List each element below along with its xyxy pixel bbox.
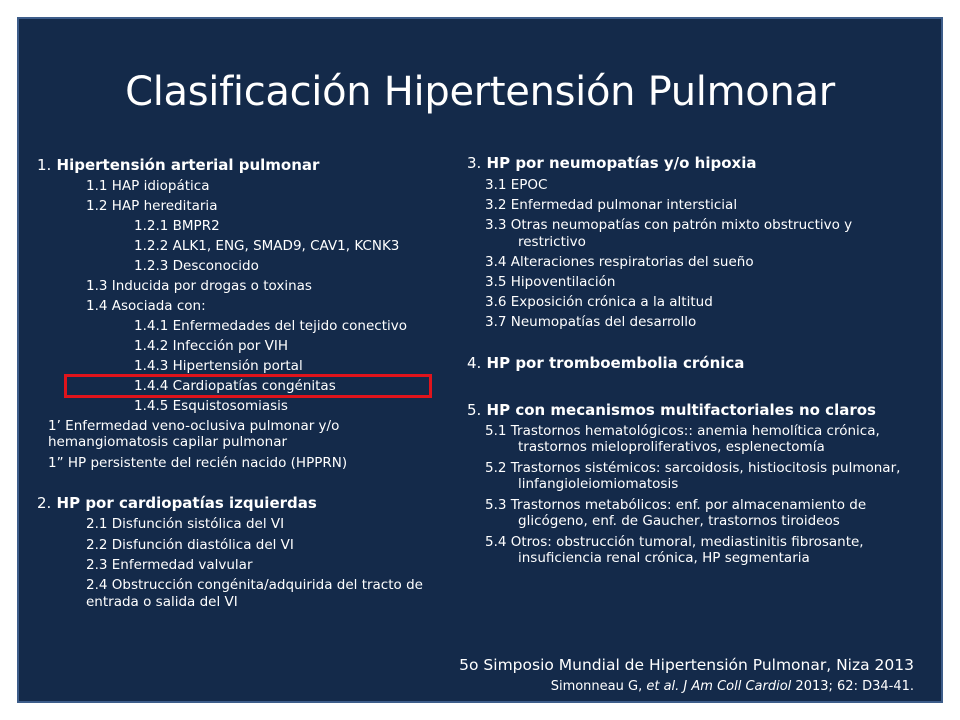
list-item: 1.3 Inducida por drogas o toxinas [86,278,312,294]
list-item: 1.4 Asociada con: [86,298,206,314]
group-3-heading [467,154,756,172]
list-item: 1.1 HAP idiopática [86,178,210,194]
group-5-heading [467,401,876,419]
list-item-highlighted: 1.4.4 Cardiopatías congénitas [134,378,336,394]
group-5-title: HP con mecanismos multifactoriales no claros [486,401,876,419]
group-2-title: HP por cardiopatías izquierdas [56,494,317,512]
group-2-number: 2. [37,494,52,512]
list-item: 3.3 Otras neumopatías con patrón mixto obstructivo y [485,217,853,233]
list-item: 1.2.3 Desconocido [134,258,259,274]
list-item: 1.4.3 Hipertensión portal [134,358,303,374]
list-item: 1.4.5 Esquistosomiasis [134,398,288,414]
list-item: 1.4.1 Enfermedades del tejido conectivo [134,318,407,334]
list-item: entrada o salida del VI [86,594,238,610]
citation-symposium: 5o Simposio Mundial de Hipertensión Pulmonar, Niza 2013 [459,656,914,674]
group-4-title: HP por tromboembolia crónica [486,354,745,372]
group-4-number: 4. [467,354,482,372]
list-item: 5.4 Otros: obstrucción tumoral, mediastinitis fibrosante, [485,534,864,550]
list-item: 1” HP persistente del recién nacido (HPPRN) [48,455,348,471]
group-1-title: Hipertensión arterial pulmonar [56,156,320,174]
list-item: restrictivo [518,234,586,250]
citation-authors: Simonneau G, [550,679,647,694]
citation-etal: et al. [646,679,680,694]
list-item: 3.6 Exposición crónica a la altitud [485,294,713,310]
list-item: 3.7 Neumopatías del desarrollo [485,314,697,330]
list-item: hemangiomatosis capilar pulmonar [48,434,288,450]
group-2-heading [37,494,317,512]
list-item: trastornos mieloproliferativos, esplenectomía [518,439,825,455]
list-item: 3.2 Enfermedad pulmonar intersticial [485,197,738,213]
list-item: 1.4.2 Infección por VIH [134,338,288,354]
list-item: 2.2 Disfunción diastólica del VI [86,537,294,553]
list-item: 3.5 Hipoventilación [485,274,616,290]
list-item: 1.2 HAP hereditaria [86,198,218,214]
list-item: 1.2.1 BMPR2 [134,218,220,234]
list-item: 2.3 Enfermedad valvular [86,557,253,573]
list-item: 2.1 Disfunción sistólica del VI [86,516,285,532]
citation-volume: 2013; 62: D34-41. [791,679,914,694]
list-item: 2.4 Obstrucción congénita/adquirida del tracto de [86,577,423,593]
list-item: 5.3 Trastornos metabólicos: enf. por almacenamiento de [485,497,867,513]
list-item: glicógeno, enf. de Gaucher, trastornos tiroideos [518,513,840,529]
list-item: insuficiencia renal crónica, HP segmentaria [518,550,810,566]
highlight-box [64,374,432,398]
list-item: 3.1 EPOC [485,177,548,193]
list-item: 3.4 Alteraciones respiratorias del sueño [485,254,754,270]
citation-journal: J Am Coll Cardiol [679,679,792,694]
list-item: 5.1 Trastornos hematológicos:: anemia hemolítica crónica, [485,423,880,439]
group-4-heading [467,354,744,372]
group-1-heading [37,156,319,174]
list-item: 5.2 Trastornos sistémicos: sarcoidosis, histiocitosis pulmonar, [485,460,901,476]
list-item: linfangioleiomiomatosis [518,476,679,492]
slide-title: Clasificación Hipertensión Pulmonar [125,69,835,115]
citation-reference [551,679,914,694]
group-3-number: 3. [467,154,482,172]
group-5-number: 5. [467,401,482,419]
group-3-title: HP por neumopatías y/o hipoxia [486,154,757,172]
group-1-number: 1. [37,156,52,174]
list-item: 1.2.2 ALK1, ENG, SMAD9, CAV1, KCNK3 [134,238,400,254]
list-item: 1’ Enfermedad veno-oclusiva pulmonar y/o [48,418,340,434]
